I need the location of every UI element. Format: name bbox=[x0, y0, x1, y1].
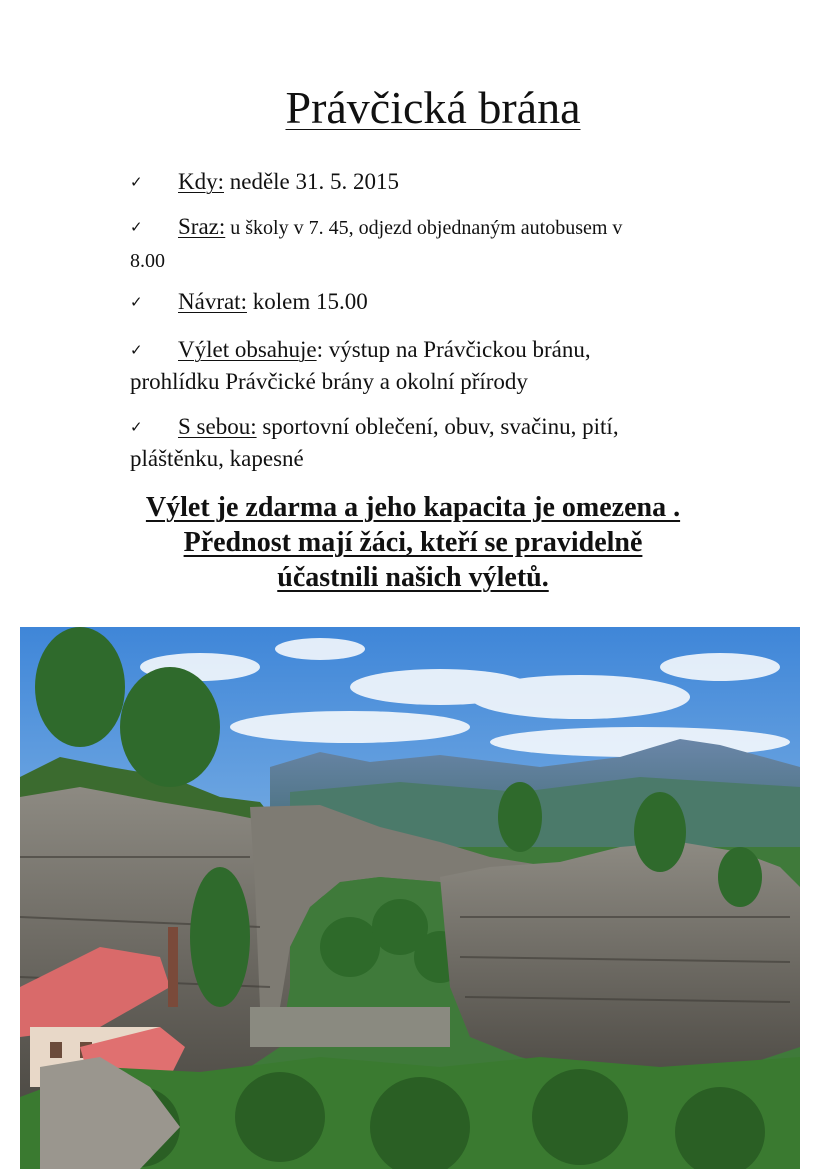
list-item-contents bbox=[130, 334, 740, 397]
item-text: u školy v 7. 45, odjezd objednaným autobusem v bbox=[225, 217, 623, 239]
item-text-continued: pláštěnku, kapesné bbox=[130, 446, 304, 471]
notice bbox=[0, 490, 826, 595]
item-text-continued: 8.00 bbox=[130, 250, 165, 272]
check-icon: ✓ bbox=[130, 418, 143, 436]
item-label: Kdy: bbox=[178, 169, 224, 194]
item-text: kolem 15.00 bbox=[246, 289, 368, 314]
item-text: sportovní oblečení, obuv, svačinu, pití, bbox=[256, 414, 619, 439]
notice-line: Přednost mají žáci, kteří se pravidelně bbox=[183, 527, 643, 558]
notice-line: Výlet je zdarma a jeho kapacita je omezena . bbox=[145, 492, 681, 523]
check-icon: ✓ bbox=[130, 341, 143, 359]
landscape-photo bbox=[20, 627, 800, 1169]
check-icon: ✓ bbox=[130, 173, 143, 191]
item-text: neděle 31. 5. 2015 bbox=[224, 169, 400, 194]
list-item-return bbox=[130, 286, 740, 318]
item-label: Návrat: bbox=[178, 289, 247, 314]
page-title: Právčická brána bbox=[285, 82, 581, 133]
list-item-when bbox=[130, 166, 740, 198]
notice-line: účastnili našich výletů. bbox=[277, 562, 549, 593]
item-text-continued: prohlídku Právčické brány a okolní přírody bbox=[130, 369, 528, 394]
rock-arch-photo-icon bbox=[20, 627, 800, 1169]
item-label: S sebou: bbox=[178, 414, 257, 439]
check-icon: ✓ bbox=[130, 293, 143, 311]
item-label: Sraz: bbox=[178, 214, 226, 239]
list-item-bring bbox=[130, 411, 740, 474]
list-item-meeting bbox=[130, 211, 740, 277]
item-label: Výlet obsahuje bbox=[178, 337, 317, 362]
check-icon: ✓ bbox=[130, 218, 143, 236]
item-text: : výstup na Právčickou bránu, bbox=[316, 337, 591, 362]
